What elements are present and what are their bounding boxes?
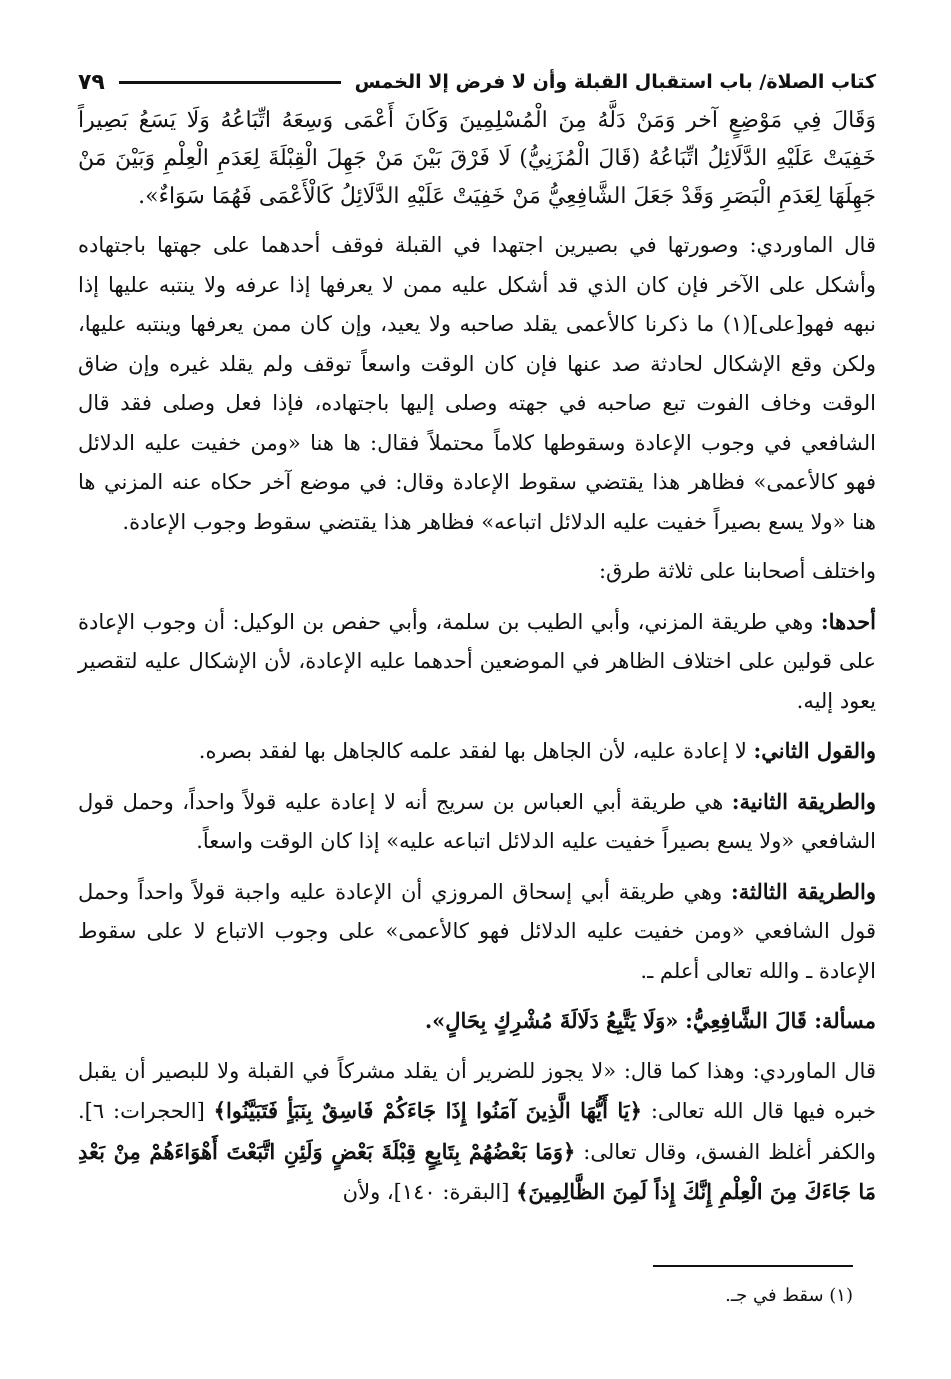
paragraph-1: قال الماوردي: وصورتها في بصيرين اجتهدا في القبلة فوقف أحدهما على جهتها باجتهاده وأشكل على الآخر فإن كان الذي قد أشكل عليه ممن لا يعرفها إذا عرفه ولا ينتبه عليها إذا نبهه فهو[على](١) ما ذكرنا كالأعمى يقلد صاحبه ولا يعيد، وإن كان ممن يعرفها وينتبه عليها، ولكن وقع الإشكال لحادثة صد عنها فإن كان الوقت واسعاً توقف ولم يقلد غيره وإن ضاق الوقت وخاف الفوت تبع صاحبه في جهته وصلى إليها باجتهاده، فإذا فعل وصلى فقد قال الشافعي في وجوب الإعادة وسقوطها كلاماً محتملاً فقال: ها هنا «ومن خفيت عليه الدلائل فهو كالأعمى» فظاهر هذا يقتضي سقوط الإعادة وقال: في موضع آخر حكاه عنه المزني ها هنا «ولا يسع بصيراً خفيت عليه الدلائل اتباعه» فظاهر هذا يقتضي سقوط وجوب الإعادة. — [78, 233, 876, 534]
paragraph-3 — [78, 602, 876, 722]
paragraph-5-label: والطريقة الثانية: — [731, 788, 876, 814]
paragraph-2: واختلف أصحابنا على ثلاثة طرق: — [598, 559, 876, 583]
paragraph-5 — [78, 782, 876, 862]
paragraph-5-text: هي طريقة أبي العباس بن سريج أنه لا إعادة عليه قولاً واحداً، وحمل قول الشافعي «ولا يسع بصيراً خفيت عليه الدلائل اتباعه عليه» إذا كان الوقت واسعاً. — [78, 789, 876, 853]
header-title: كتاب الصلاة/ باب استقبال القبلة وأن لا فرض إلا الخمس — [354, 71, 876, 93]
paragraph-7-part-a: قال الماوردي: وهذا كما قال: «لا يجوز للضرير أن يقلد مشركاً في القبلة ولا للبصير أن يقبل خبره فيها قال الله تعالى: — [78, 1058, 876, 1123]
paragraph-4 — [78, 731, 876, 772]
paragraph-3-label: أحدها: — [820, 608, 876, 634]
quoted-text: وَقَالَ فِي مَوْضِعٍ آخر وَمَنْ دَلَّهُ مِنَ الْمُسْلِمِينَ وَكَانَ أَعْمَى وَسِعَهُ اتِّبَاعُهُ وَلَا يَسَعُ بَصِيراً خَفِيَتْ عَلَيْهِ الدَّلَائِلُ اتِّبَاعُهُ (قَالَ الْمُزَنِيُّ) لَا فَرْقَ بَيْنَ مَنْ جَهِلَ الْقِبْلَةَ لِعَدَمِ الْعِلْمِ وَبَيْنَ مَنْ جَهِلَهَا لِعَدَمِ الْبَصَرِ وَقَدْ جَعَلَ الشَّافِعِيُّ مَنْ خَفِيَتْ عَلَيْهِ الدَّلَائِلُ كَالْأَعْمَى فَهُمَا سَوَاءٌ». — [78, 108, 876, 209]
page-number: ٧٩ — [78, 69, 105, 95]
masala-heading — [78, 1001, 876, 1042]
footnote: (١) سقط في جـ. — [725, 1285, 853, 1306]
paragraph-4-text: لا إعادة عليه، لأن الجاهل بها لفقد علمه كالجاهل بها لفقد بصره. — [198, 739, 747, 763]
footnote-divider — [653, 1265, 853, 1267]
masala-text: «وَلَا يَتَّبِعُ دَلَالَةَ مُشْرِكٍ بِحَالٍ». — [424, 1008, 679, 1033]
header-rule — [119, 81, 341, 84]
paragraph-7-part-b: [الحجرات: ٦]. والكفر أغلظ الفسق، وقال تعالى: — [78, 1099, 876, 1164]
running-header — [78, 62, 876, 102]
paragraph-3-text: وهي طريقة المزني، وأبي الطيب بن سلمة، وأبي حفص بن الوكيل: أن وجوب الإعادة على قولين على اختلاف الظاهر في الموضعين أحدهما عليه الإعادة، لأن الإشكال عليه لتقصير يعود إليه. — [78, 609, 876, 713]
paragraph-4-label: والقول الثاني: — [753, 738, 876, 763]
masala-label: مسألة: قَالَ الشَّافِعِيُّ: — [685, 1008, 876, 1033]
paragraph-6 — [78, 872, 876, 992]
quran-quote-1: ﴿يَا أَيُّهَا الَّذِينَ آمَنُوا إِذَا جَاءَكُمْ فَاسِقٌ بِنَبَأٍ فَتَبَيَّنُوا﴾ — [213, 1098, 642, 1123]
quran-quote-2: ﴿وَمَا بَعْضُهُمْ بِتَابِعٍ قِبْلَةَ بَعْضٍ وَلَئِنِ اتَّبَعْتَ أَهْوَاءَهُمْ مِنْ بَعْدِ مَا جَاءَكَ مِنَ الْعِلْمِ إِنَّكَ إِذاً لَمِنَ الظَّالِمِينَ﴾ — [78, 1138, 876, 1204]
paragraph-7-part-c: [البقرة: ١٤٠]، ولأن — [342, 1180, 510, 1204]
paragraph-7 — [78, 1052, 876, 1213]
paragraph-6-label: والطريقة الثالثة: — [730, 878, 876, 904]
paragraph-6-text: وهي طريقة أبي إسحاق المروزي أن الإعادة عليه واجبة قولاً واحداً وحمل قول الشافعي «ومن خفيت عليه الدلائل فهو كالأعمى» على وجوب الاتباع لا على سقوط الإعادة ـ والله تعالى أعلم ـ. — [78, 879, 876, 983]
